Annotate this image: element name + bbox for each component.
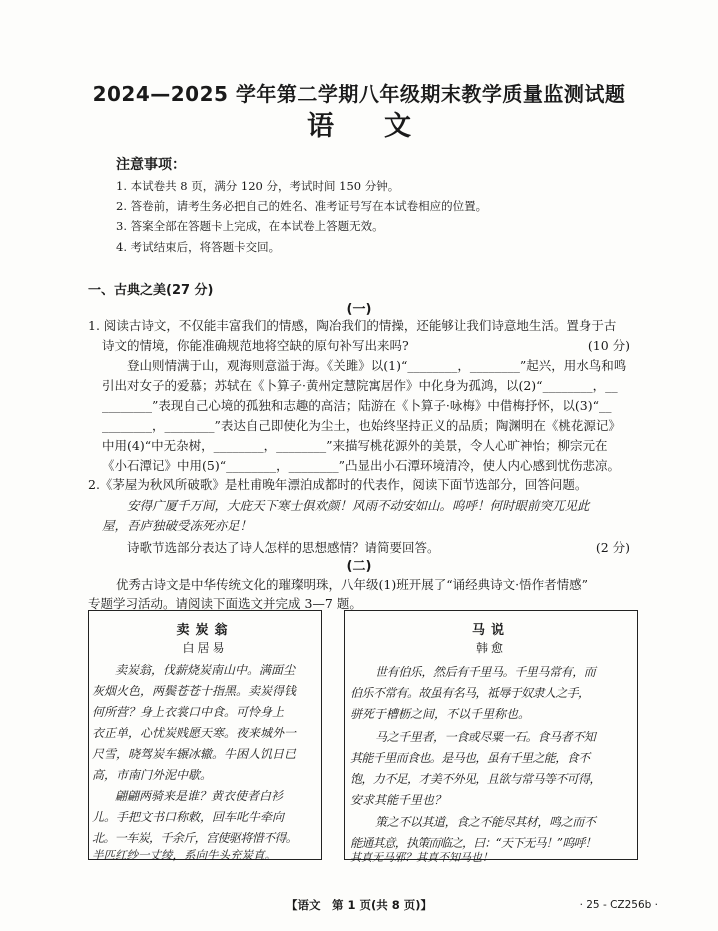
q1-score: (10 分) [587,338,630,353]
q2-line: 2.《茅屋为秋风所破歌》是杜甫晚年漂泊成都时的代表作，阅读下面节选部分，回答问题。 [88,477,588,492]
passage-line: 策之不以其道，食之不能尽其材，鸣之而不 [375,815,596,829]
passage-author: 韩愈 [475,641,506,655]
part-two-heading: (二) [346,559,372,574]
passage-line: 其能千里而食也。是马也，虽有千里之能，食不 [350,751,590,765]
passage-line: 世有伯乐，然后有千里马。千里马常有，而 [375,665,596,679]
intro-line: 优秀古诗文是中华传统文化的璀璨明珠，八年级(1)班开展了“诵经典诗文·悟作者情感” [116,577,588,592]
passage-title: 卖炭翁 [176,623,234,638]
paper-code: · 25 - CZ256b · [579,899,658,911]
q1-line: 诗文的情境，你能准确规范地将空缺的原句补写出来吗? [102,338,409,353]
q2-line: 诗歌节选部分表达了诗人怎样的思想感情？请简要回答。 [127,540,440,555]
q1-line: 《小石潭记》中用(5)“________，________”凸显出小石潭环境清冷，使人内心感到忧伤悲凉。 [102,458,620,473]
passage-line: 马之千里者，一食或尽粟一石。食马者不知 [375,730,596,744]
passage-line: 翩翩两骑来是谁？黄衣使者白衫 [115,789,284,803]
exam-title: 2024—2025 学年第二学期八年级期末教学质量监测试题 [92,82,626,106]
q1-line: 引出对女子的爱慕；苏轼在《卜算子·黄州定慧院寓居作》中化身为孤鸿，以(2)“________，__ [102,378,618,393]
passage-line: 高，市南门外泥中歇。 [92,768,213,782]
notice-item: 3. 答案全部在答题卡上完成，在本试卷上答题无效。 [116,219,384,233]
passage-line: 衣正单，心忧炭贱愿天寒。夜来城外一 [92,726,297,740]
passage-box-right [344,610,638,864]
notice-item: 1. 本试卷共 8 页，满分 120 分，考试时间 150 分钟。 [116,179,400,193]
q1-line: 登山则情满于山，观海则意溢于海。《关雎》以(1)“________，________”起兴，用水鸟和鸣 [127,358,627,373]
passage-line: 饱，力不足，才美不外见，且欲与常马等不可得， [350,772,601,786]
passage-line: 半匹红纱一丈绫，系向牛头充炭直。 [92,848,276,862]
passage-line: 灰烟火色，两鬓苍苍十指黑。卖炭得钱 [92,684,297,698]
passage-line: 骈死于槽枥之间，不以千里称也。 [350,707,531,721]
section-heading: 一、古典之美(27 分) [88,283,214,298]
q1-line: ________，________”表达自己即使化为尘土，也始终坚持正义的品质；陶渊明在《桃花源记》 [102,418,621,433]
q1-line: 1. 阅读古诗文，不仅能丰富我们的情感，陶冶我们的情操，还能够让我们诗意地生活。置身于古 [88,318,617,333]
passage-line: 其真无马邪？其真不知马也！ [350,851,493,864]
q2-score: (2 分) [595,540,630,555]
passage-author: 白居易 [182,641,228,655]
passage-line: 安求其能千里也？ [350,793,447,807]
poem-excerpt-line: 屋，吾庐独破受冻死亦足！ [102,518,253,533]
notice-item: 2. 答卷前，请考生务必把自己的姓名、准考证号写在本试卷相应的位置。 [116,199,488,213]
passage-line: 能通其意，执策而临之，曰：“天下无马！”呜呼！ [350,836,596,850]
passage-box-left [88,610,322,860]
passage-line: 尺雪，晓驾炭车辗冰辙。牛困人饥日已 [92,747,297,761]
page-footer: 【语文 第 1 页(共 8 页)】 [285,898,433,912]
intro-line: 专题学习活动。请阅读下面选文并完成 3—7 题。 [88,596,362,611]
poem-excerpt-line: 安得广厦千万间，大庇天下寒士俱欢颜！风雨不动安如山。呜呼！何时眼前突兀见此 [127,498,590,513]
subject-title: 语文 [307,111,461,142]
notice-item: 4. 考试结束后，将答题卡交回。 [116,240,281,254]
passage-line: 儿。手把文书口称敕，回车叱牛牵向 [92,810,285,824]
passage-line: 北。一车炭，千余斤，宫使驱将惜不得。 [92,831,298,845]
passage-title: 马说 [471,623,510,638]
passage-line: 卖炭翁，伐薪烧炭南山中。满面尘 [115,663,296,677]
q1-line: 中用(4)“中无杂树，________，________”来描写桃花源外的美景，令人心旷神怡；柳宗元在 [102,438,608,453]
part-one-heading: (一) [346,302,372,317]
passage-line: 伯乐不常有。故虽有名马，祗辱于奴隶人之手， [350,686,590,700]
q1-line: ________”表现自己心境的孤独和志趣的高洁；陆游在《卜算子·咏梅》中借梅抒怀，以(3)“__ [102,398,612,413]
notice-heading: 注意事项： [116,157,186,173]
passage-line: 何所营？身上衣裳口中食。可怜身上 [92,705,285,719]
